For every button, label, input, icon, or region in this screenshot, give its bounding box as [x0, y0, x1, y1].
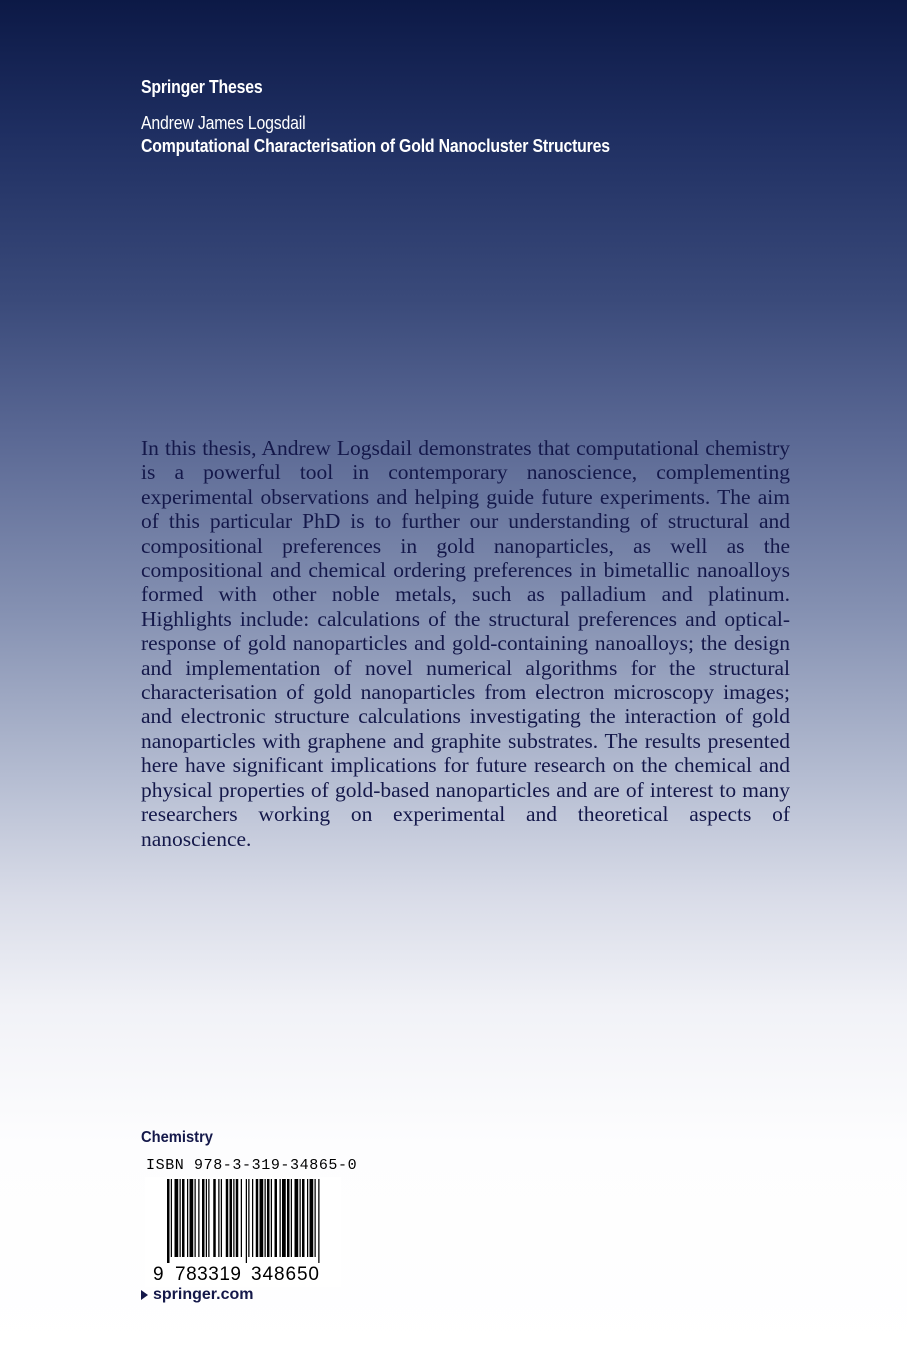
barcode-bar [175, 1179, 179, 1257]
barcode-first-digit: 9 [153, 1264, 164, 1285]
barcode-bar [221, 1179, 222, 1257]
barcode-left-digits: 783319 [175, 1264, 241, 1285]
barcode-bar [171, 1179, 172, 1257]
barcode-bar [282, 1179, 286, 1257]
barcode-bar [295, 1179, 299, 1257]
barcode-bar [280, 1179, 281, 1257]
barcode-bar [267, 1179, 270, 1257]
barcode-bar [198, 1179, 199, 1257]
book-title: Computational Characterisation of Gold Nanocluster Structures [141, 136, 610, 156]
barcode-bar [182, 1179, 185, 1257]
barcode-bar [180, 1179, 181, 1257]
barcode-bar [213, 1179, 216, 1257]
barcode-bar [275, 1179, 278, 1257]
barcode-bar [307, 1179, 308, 1257]
barcode-bar [271, 1179, 272, 1257]
barcode-bar [202, 1179, 205, 1257]
barcode-bar [241, 1179, 242, 1257]
abstract-text: In this thesis, Andrew Logsdail demonstrates that computational chemistry is a powerful tool in contemporary nanoscience, complementing experimental observations and helping guide future experiments. The aim of this particular PhD is to further our understanding of structural and compositional preferences in gold nanoparticles, as well as the compositional and chemical ordering preferences in bimetallic nanoalloys formed with other noble metals, such as palladium and platinum. Highlights include: calculations of the structural preferences and optical-response of gold nanoparticles and gold-containing nanoalloys; the design and implementation of novel numerical algorithms for the structural characterisation of gold nanoparticles from electron microscopy images; and electronic structure calculations investigating the interaction of gold nanoparticles with graphene and graphite substrates. The results presented here have significant implications for future research on the chemical and physical properties of gold-based nanoparticles and are of interest to many researchers working on experimental and theoretical aspects of nanoscience. [141, 436, 790, 851]
barcode-bar [256, 1179, 259, 1257]
barcode-bar [195, 1179, 196, 1257]
barcode-bar [218, 1179, 219, 1257]
barcode-bar [190, 1179, 194, 1257]
subject-label: Chemistry [141, 1129, 213, 1146]
barcode-bar [248, 1179, 249, 1257]
publisher-link[interactable] [141, 1286, 253, 1304]
barcode-bar [230, 1179, 233, 1257]
barcode-bar [187, 1179, 188, 1257]
barcode-bar [233, 1179, 234, 1257]
barcode-bar [236, 1179, 239, 1257]
barcode-bar [302, 1179, 305, 1257]
barcode-bar [287, 1179, 290, 1257]
barcode-bar [206, 1179, 207, 1257]
isbn-text: ISBN 978-3-319-34865-0 [146, 1157, 358, 1174]
barcode-bar [315, 1179, 316, 1257]
series-name: Springer Theses [141, 77, 263, 97]
barcode-bar [310, 1179, 314, 1257]
barcode-bar [300, 1179, 301, 1257]
arrow-right-icon [141, 1290, 148, 1300]
barcode-bar [265, 1179, 266, 1257]
barcode-bar [318, 1179, 319, 1263]
barcode [145, 1177, 341, 1287]
author-name: Andrew James Logsdail [141, 113, 306, 133]
barcode-bar [291, 1179, 292, 1257]
barcode-right-digits: 348650 [251, 1264, 319, 1285]
barcode-bar [246, 1179, 247, 1263]
barcode-bar [260, 1179, 264, 1257]
barcode-bar [167, 1179, 170, 1263]
barcode-bar [226, 1179, 229, 1257]
barcode-bar [208, 1179, 209, 1257]
barcode-bar [252, 1179, 253, 1257]
publisher-website[interactable]: springer.com [153, 1286, 254, 1303]
